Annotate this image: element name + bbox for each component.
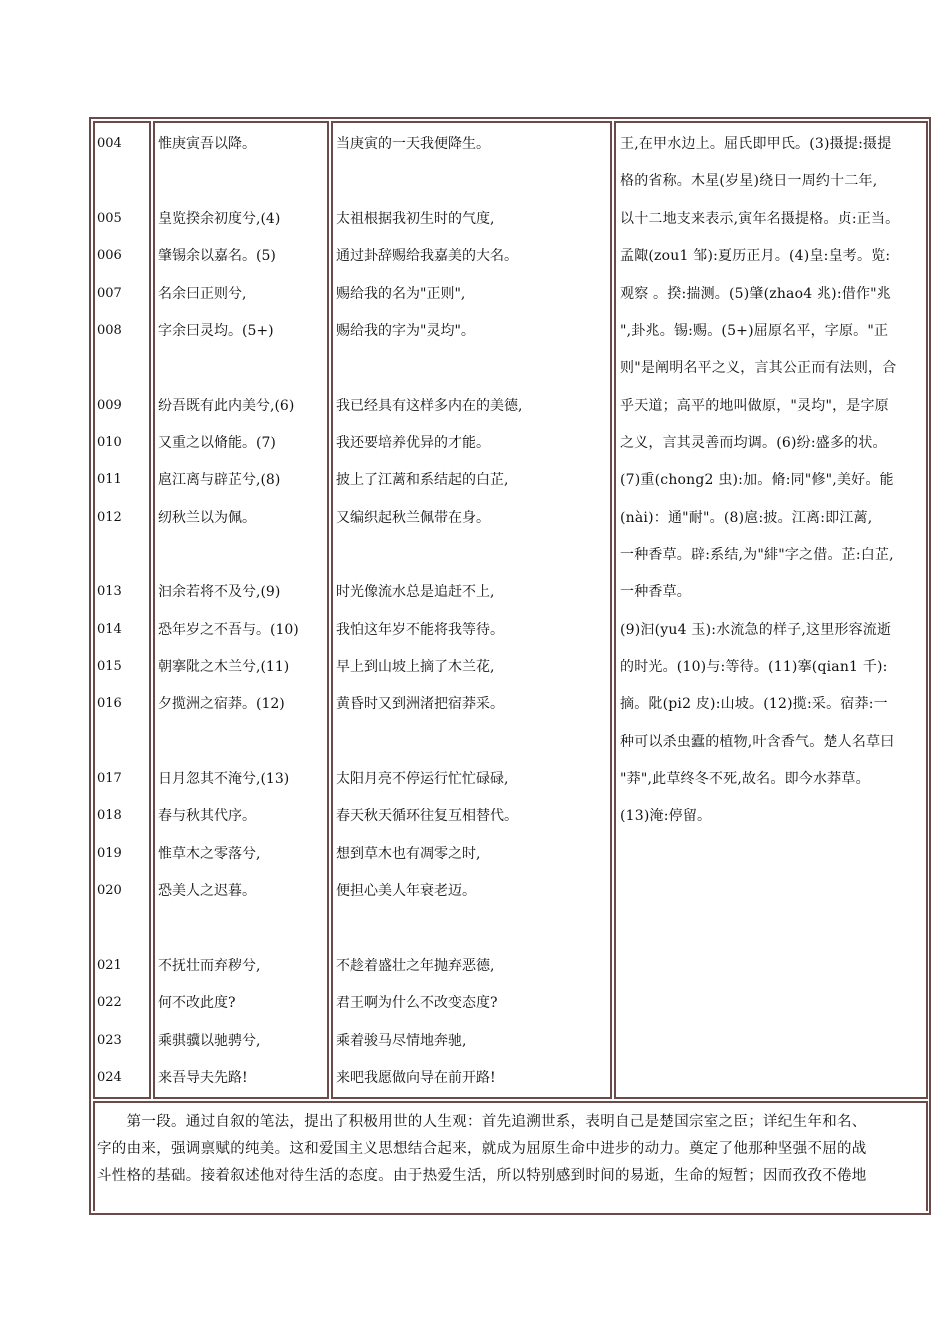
original-line: 扈江离与辟芷兮,(8) — [158, 472, 281, 488]
translation-line: 又编织起秋兰佩带在身。 — [336, 510, 490, 526]
original-line: 来吾导夫先路! — [158, 1070, 248, 1086]
original-line: 皇览揆余初度兮,(4) — [158, 211, 281, 227]
original-line: 纷吾既有此内美兮,(6) — [158, 398, 295, 414]
note-line: (9)汩(yu4 玉):水流急的样子,这里形容流逝 — [620, 622, 892, 638]
note-line: 王,在甲水边上。屈氏即甲氏。(3)摄提:摄提 — [620, 136, 892, 152]
original-text-column — [153, 121, 329, 1099]
translation-line: 乘着骏马尽情地奔驰, — [336, 1033, 467, 1049]
original-line: 恐美人之迟暮。 — [158, 883, 256, 899]
original-line: 纫秋兰以为佩。 — [158, 510, 256, 526]
translation-line: 我怕这年岁不能将我等待。 — [336, 622, 504, 638]
note-line: (13)淹:停留。 — [620, 808, 712, 824]
commentary-line: 第一段。通过自叙的笔法，提出了积极用世的人生观：首先追溯世系，表明自己是楚国宗室之臣；详纪生年和名、 — [97, 1114, 867, 1130]
translation-line: 我已经具有这样多内在的美德, — [336, 398, 523, 414]
translation-line: 时光像流水总是追赶不上, — [336, 584, 495, 600]
translation-column — [331, 121, 612, 1099]
translation-line: 赐给我的字为"灵均"。 — [336, 323, 475, 339]
original-line: 惟草木之零落兮, — [158, 846, 261, 862]
original-line: 春与秋其代序。 — [158, 808, 256, 824]
original-line: 夕揽洲之宿莽。(12) — [158, 696, 285, 712]
line-number: 014 — [97, 622, 122, 637]
note-line: 一种香草。 — [620, 584, 691, 600]
line-number: 012 — [97, 510, 122, 525]
note-line: 的时光。(10)与:等待。(11)搴(qian1 千): — [620, 659, 888, 675]
original-line: 汩余若将不及兮,(9) — [158, 584, 281, 600]
original-line: 又重之以脩能。(7) — [158, 435, 276, 451]
translation-line: 君王啊为什么不改变态度? — [336, 995, 498, 1011]
line-number: 023 — [97, 1033, 122, 1048]
translation-line: 来吧我愿做向导在前开路! — [336, 1070, 496, 1086]
line-number: 020 — [97, 883, 122, 898]
line-number: 011 — [97, 472, 122, 487]
note-line: 乎天道；高平的地叫做原，"灵均"，是字原 — [620, 398, 889, 414]
note-line: (nài)：通"耐"。(8)扈:披。江离:即江蓠, — [620, 510, 873, 526]
translation-line: 通过卦辞赐给我嘉美的大名。 — [336, 248, 518, 264]
line-number-column — [93, 121, 151, 1099]
line-number: 022 — [97, 995, 122, 1010]
line-number: 018 — [97, 808, 122, 823]
note-line: 孟陬(zou1 邹):夏历正月。(4)皇:皇考。览: — [620, 248, 891, 264]
translation-line: 太祖根据我初生时的气度, — [336, 211, 495, 227]
note-line: 一种香草。辟:系结,为"緋"字之借。芷:白芷, — [620, 547, 894, 563]
original-line: 不抚壮而弃秽兮, — [158, 958, 261, 974]
original-line: 何不改此度? — [158, 995, 236, 1011]
translation-line: 披上了江蓠和系结起的白芷, — [336, 472, 509, 488]
line-number: 015 — [97, 659, 122, 674]
line-number: 021 — [97, 958, 122, 973]
line-number: 006 — [97, 248, 122, 263]
translation-line: 早上到山坡上摘了木兰花, — [336, 659, 495, 675]
notes-column — [614, 121, 928, 1099]
note-line: 之义，言其灵善而均调。(6)纷:盛多的状。 — [620, 435, 887, 451]
commentary-line: 斗性格的基础。接着叙述他对待生活的态度。由于热爱生活，所以特别感到时间的易逝，生命的短暂；因而孜孜不倦地 — [97, 1168, 867, 1184]
line-number: 013 — [97, 584, 122, 599]
note-line: "莽",此草终冬不死,故名。即今水莽草。 — [620, 771, 870, 787]
original-line: 惟庚寅吾以降。 — [158, 136, 256, 152]
original-line: 朝搴阰之木兰兮,(11) — [158, 659, 290, 675]
translation-line: 赐给我的名为"正则", — [336, 286, 466, 302]
line-number: 008 — [97, 323, 122, 338]
line-number: 019 — [97, 846, 122, 861]
note-line: 观察 。揆:揣测。(5)肇(zhao4 兆):借作"兆 — [620, 286, 892, 302]
line-number: 024 — [97, 1070, 122, 1085]
original-line: 肇锡余以嘉名。(5) — [158, 248, 276, 264]
original-line: 乘骐骥以驰骋兮, — [158, 1033, 261, 1049]
translation-line: 春天秋天循环往复互相替代。 — [336, 808, 518, 824]
note-line: 格的省称。木星(岁星)绕日一周约十二年, — [620, 173, 878, 189]
original-line: 名余曰正则兮, — [158, 286, 247, 302]
line-number: 004 — [97, 136, 122, 151]
line-number: 017 — [97, 771, 122, 786]
line-number: 010 — [97, 435, 122, 450]
note-line: 种可以杀虫蠹的植物,叶含香气。楚人名草曰 — [620, 734, 895, 750]
translation-line: 我还要培养优异的才能。 — [336, 435, 490, 451]
line-number: 009 — [97, 398, 122, 413]
note-line: 以十二地支来表示,寅年名摄提格。贞:正当。 — [620, 211, 900, 227]
note-line: 则"是阐明名平之义，言其公正而有法则，合 — [620, 360, 897, 376]
original-line: 恐年岁之不吾与。(10) — [158, 622, 299, 638]
translation-line: 想到草木也有凋零之时, — [336, 846, 481, 862]
note-line: 摘。阰(pi2 皮):山坡。(12)揽:采。宿莽:一 — [620, 696, 888, 712]
line-number: 007 — [97, 286, 122, 301]
note-line: ",卦兆。锡:赐。(5+)屈原名平，字原。"正 — [620, 323, 889, 339]
translation-line: 黄昏时又到洲渚把宿莽采。 — [336, 696, 504, 712]
commentary-line: 字的由来，强调禀赋的纯美。这和爱国主义思想结合起来，就成为屈原生命中进步的动力。奠定了他那种坚强不屈的战 — [97, 1141, 867, 1157]
translation-line: 便担心美人年衰老迈。 — [336, 883, 476, 899]
translation-line: 太阳月亮不停运行忙忙碌碌, — [336, 771, 509, 787]
original-line: 日月忽其不淹兮,(13) — [158, 771, 290, 787]
note-line: (7)重(chong2 虫):加。脩:同"修",美好。能 — [620, 472, 894, 488]
translation-line: 当庚寅的一天我便降生。 — [336, 136, 490, 152]
original-line: 字余曰灵均。(5+) — [158, 323, 274, 339]
line-number: 016 — [97, 696, 122, 711]
line-number: 005 — [97, 211, 122, 226]
translation-line: 不趁着盛壮之年抛弃恶德, — [336, 958, 495, 974]
